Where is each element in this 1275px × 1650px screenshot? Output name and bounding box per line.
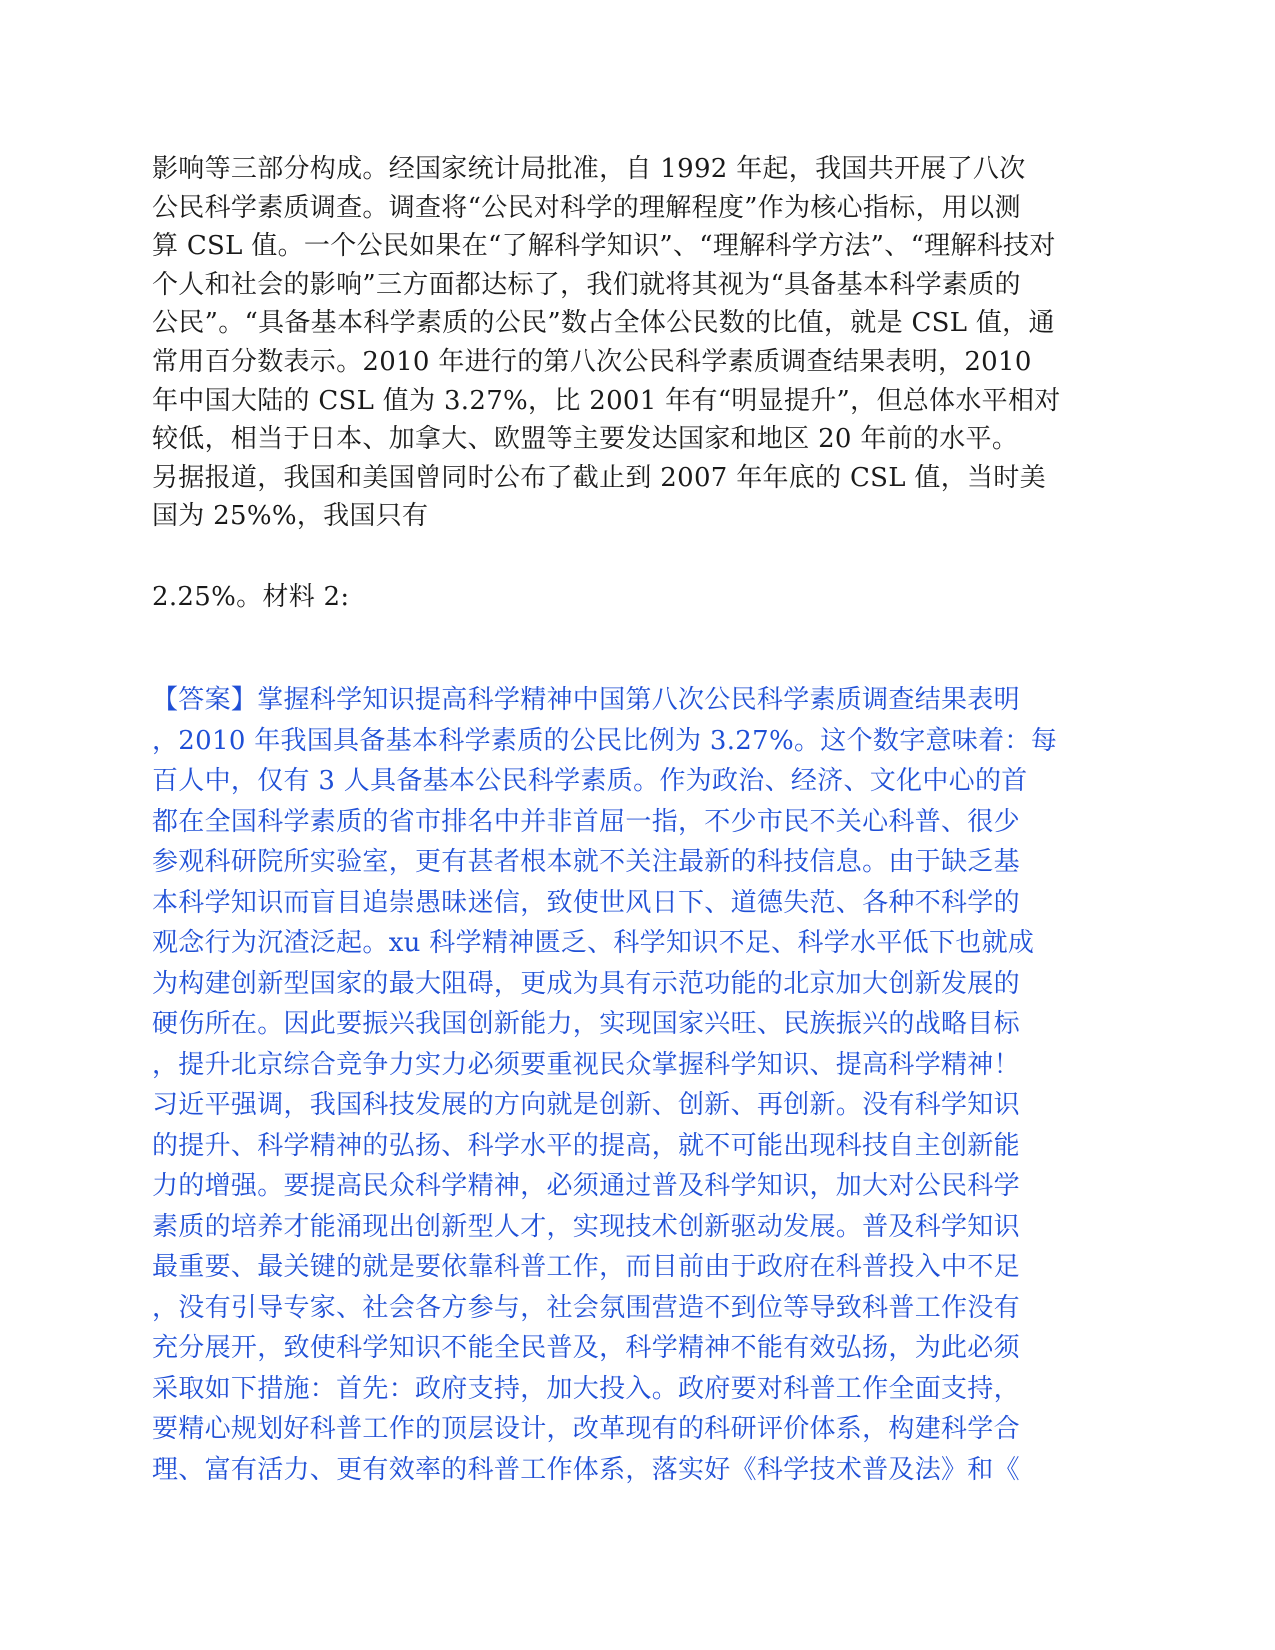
answer-line: ，没有引导专家、社会各方参与，社会氛围营造不到位等导致科普工作没有	[152, 1292, 1020, 1323]
material-line: 年中国大陆的 CSL 值为 3.27%，比 2001 年有“明显提升”，但总体水平相对	[152, 385, 1061, 416]
material-line: 另据报道，我国和美国曾同时公布了截止到 2007 年年底的 CSL 值，当时美	[152, 462, 1046, 493]
material-tail-line: 2.25%。材料 2:	[152, 582, 350, 612]
material-paragraph	[152, 150, 1112, 536]
material-tail-paragraph	[152, 578, 1112, 617]
material-line: 算 CSL 值。一个公民如果在“了解科学知识”、“理解科学方法”、“理解科技对	[152, 231, 1056, 262]
answer-line: 习近平强调，我国科技发展的方向就是创新、创新、再创新。没有科学知识	[152, 1090, 1020, 1120]
answer-line: 充分展开，致使科学知识不能全民普及，科学精神不能有效弘扬，为此必须	[152, 1333, 1020, 1363]
answer-line: 参观科研院所实验室，更有甚者根本就不关注最新的科技信息。由于缺乏基	[152, 847, 1020, 877]
answer-line: 为构建创新型国家的最大阻碍，更成为具有示范功能的北京加大创新发展的	[152, 968, 1020, 999]
answer-line: ，2010 年我国具备基本科学素质的公民比例为 3.27%。这个数字意味着：每	[152, 725, 1057, 756]
material-line: 个人和社会的影响”三方面都达标了，我们就将其视为“具备基本科学素质的	[152, 269, 1021, 300]
material-line: 公民科学素质调查。调查将“公民对科学的理解程度”作为核心指标，用以测	[152, 192, 1021, 223]
answer-line: ，提升北京综合竞争力实力必须要重视民众掌握科学知识、提高科学精神！	[152, 1049, 1020, 1080]
answer-line: 素质的培养才能涌现出创新型人才，实现技术创新驱动发展。普及科学知识	[152, 1211, 1020, 1242]
material-line: 常用百分数表示。2010 年进行的第八次公民科学素质调查结果表明，2010	[152, 346, 1032, 377]
answer-line: 力的增强。要提高民众科学精神，必须通过普及科学知识，加大对公民科学	[152, 1171, 1020, 1201]
material-line: 公民”。“具备基本科学素质的公民”数占全体公民数的比值，就是 CSL 值，通	[152, 308, 1055, 339]
answer-line: 本科学知识而盲目追崇愚昧迷信，致使世风日下、道德失范、各种不科学的	[152, 887, 1020, 918]
material-line: 影响等三部分构成。经国家统计局批准，自 1992 年起，我国共开展了八次	[152, 154, 1026, 184]
answer-paragraph	[152, 680, 1112, 1490]
answer-line: 观念行为沉渣泛起。xu 科学精神匮乏、科学知识不足、科学水平低下也就成	[152, 928, 1035, 958]
answer-line: 的提升、科学精神的弘扬、科学水平的提高，就不可能出现科技自主创新能	[152, 1130, 1020, 1161]
answer-line: 都在全国科学素质的省市排名中并非首屈一指，不少市民不关心科普、很少	[152, 806, 1020, 837]
answer-line: 理、富有活力、更有效率的科普工作体系，落实好《科学技术普及法》和《	[152, 1454, 1020, 1485]
answer-line: 采取如下措施：首先：政府支持，加大投入。政府要对科普工作全面支持，	[152, 1373, 1020, 1404]
answer-line: 要精心规划好科普工作的顶层设计，改革现有的科研评价体系，构建科学合	[152, 1414, 1020, 1444]
answer-line: 硬伤所在。因此要振兴我国创新能力，实现国家兴旺、民族振兴的战略目标	[152, 1009, 1020, 1039]
answer-line: 百人中，仅有 3 人具备基本公民科学素质。作为政治、经济、文化中心的首	[152, 766, 1028, 796]
material-line: 较低，相当于日本、加拿大、欧盟等主要发达国家和地区 20 年前的水平。	[152, 424, 1019, 455]
answer-line: 最重要、最关键的就是要依靠科普工作，而目前由于政府在科普投入中不足	[152, 1252, 1020, 1282]
material-line: 国为 25%%，我国只有	[152, 501, 429, 532]
answer-line: 【答案】掌握科学知识提高科学精神中国第八次公民科学素质调查结果表明	[152, 685, 1020, 715]
